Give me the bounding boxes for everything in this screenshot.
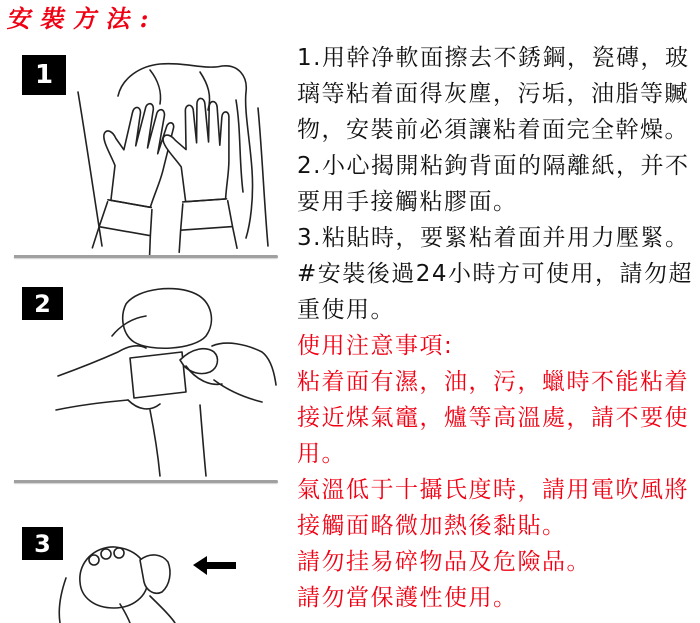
wall-edge-line [258, 108, 268, 246]
instruction-line: 重使用。 [297, 297, 395, 323]
fingertip [89, 555, 99, 565]
instruction-line: 1.用幹净軟面擦去不銹鋼，瓷磚，玻 [297, 45, 690, 71]
pressing-hand [120, 555, 175, 623]
instruction-line: 2.小心揭開粘鉤背面的隔離紙，并不 [297, 153, 690, 179]
cloth-edge-line [78, 92, 102, 246]
instruction-line: 物，安裝前必須讓粘着面完全幹燥。 [297, 117, 689, 143]
wrist-line [150, 410, 160, 476]
left-hand [84, 97, 177, 255]
step-divider [14, 255, 278, 258]
instructions-column [297, 40, 697, 616]
step-number-3: 3 [22, 527, 63, 560]
note-line: 請勿挂易碎物品及危險品。 [297, 549, 591, 575]
note-line: 用。 [297, 441, 346, 467]
fingertip [101, 549, 111, 559]
fingertip [114, 548, 124, 558]
note-line: 粘着面有濕，油，污，蠟時不能粘着 [297, 369, 689, 395]
note-line: 氣溫低于十攝氏度時，請用電吹風將 [297, 477, 689, 503]
note-line: 請勿當保護性使用。 [297, 585, 518, 611]
instruction-line: 3.粘貼時，要緊粘着面并用力壓緊。 [297, 225, 690, 251]
instruction-line: 要用手接觸粘膠面。 [297, 189, 518, 215]
wall-edge-line [59, 578, 66, 623]
notes-heading: 使用注意事項: [297, 333, 454, 359]
page-title: 安裝方法: [5, 4, 161, 33]
step-number-2: 2 [22, 287, 63, 320]
right-hand [180, 343, 276, 402]
step-divider [14, 480, 278, 483]
backing-paper [130, 352, 186, 398]
right-hand [160, 97, 238, 253]
arrow-left-icon [193, 556, 236, 575]
note-line: 接觸面略微加熱後黏貼。 [297, 513, 567, 539]
note-line: 接近煤氣竈，爐等高溫處，請不要使 [297, 405, 689, 431]
instruction-line: #安裝後過24小時方可使用，請勿超 [297, 261, 694, 287]
wrist-line [200, 405, 206, 476]
step-number-1: 1 [22, 55, 66, 95]
instruction-line: 璃等粘着面得灰塵，污垢，油脂等贓 [297, 81, 689, 107]
